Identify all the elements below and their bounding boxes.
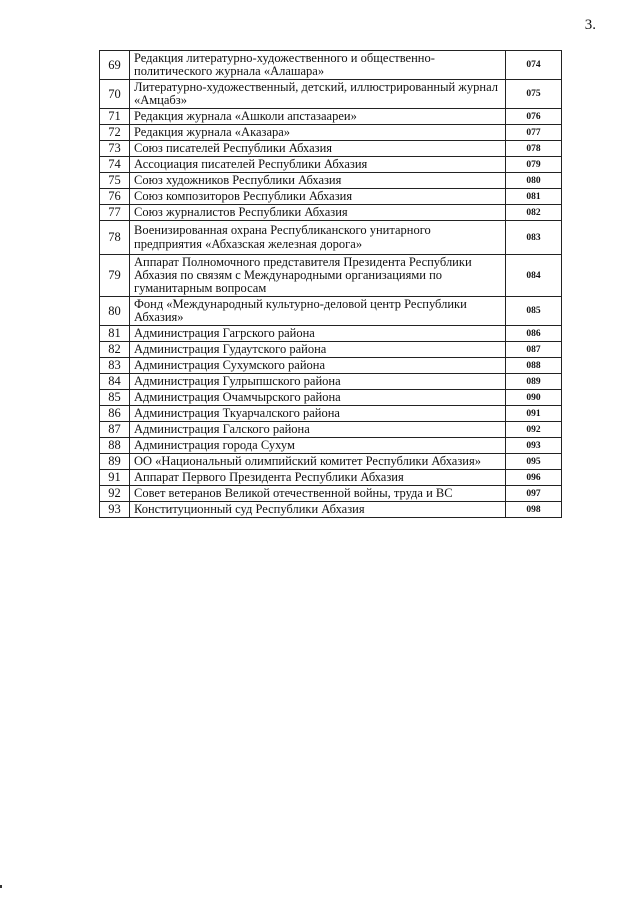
row-number: 91	[100, 470, 130, 486]
organization-name: Совет ветеранов Великой отечественной войны, труда и ВС	[130, 486, 506, 502]
table-row	[100, 374, 562, 390]
organization-name: Аппарат Первого Президента Республики Абхазия	[130, 470, 506, 486]
organization-code: 083	[506, 221, 562, 255]
table-row	[100, 422, 562, 438]
organization-code: 088	[506, 358, 562, 374]
organization-code: 089	[506, 374, 562, 390]
organization-code: 093	[506, 438, 562, 454]
table-row	[100, 51, 562, 80]
organization-code: 074	[506, 51, 562, 80]
row-number: 75	[100, 173, 130, 189]
organization-code: 078	[506, 141, 562, 157]
organization-name: Конституционный суд Республики Абхазия	[130, 502, 506, 518]
table-row	[100, 454, 562, 470]
table-row	[100, 297, 562, 326]
organization-name: Администрация Гагрского района	[130, 326, 506, 342]
row-number: 70	[100, 80, 130, 109]
table-row	[100, 358, 562, 374]
row-number: 79	[100, 255, 130, 297]
table-row	[100, 326, 562, 342]
table-row	[100, 502, 562, 518]
organization-name: Редакция литературно-художественного и общественно-политического журнала «Алашара»	[130, 51, 506, 80]
organization-code: 084	[506, 255, 562, 297]
table-row	[100, 342, 562, 358]
organization-code: 075	[506, 80, 562, 109]
table-row	[100, 80, 562, 109]
organization-name: Литературно-художественный, детский, иллюстрированный журнал «Амцабз»	[130, 80, 506, 109]
row-number: 74	[100, 157, 130, 173]
table-row	[100, 486, 562, 502]
organization-code: 098	[506, 502, 562, 518]
organization-name: Фонд «Международный культурно-деловой центр Республики Абхазия»	[130, 297, 506, 326]
organization-name: Союз писателей Республики Абхазия	[130, 141, 506, 157]
row-number: 72	[100, 125, 130, 141]
row-number: 84	[100, 374, 130, 390]
organization-code: 092	[506, 422, 562, 438]
organization-name: Аппарат Полномочного представителя Президента Республики Абхазия по связям с Международными организациями по гуманитарным вопросам	[130, 255, 506, 297]
table-row	[100, 141, 562, 157]
organization-code: 079	[506, 157, 562, 173]
organization-code: 096	[506, 470, 562, 486]
row-number: 73	[100, 141, 130, 157]
row-number: 83	[100, 358, 130, 374]
organization-code: 082	[506, 205, 562, 221]
table-row	[100, 157, 562, 173]
table-row	[100, 438, 562, 454]
table-row	[100, 470, 562, 486]
row-number: 77	[100, 205, 130, 221]
organization-name: Администрация Сухумского района	[130, 358, 506, 374]
organization-name: Администрация Очамчырского района	[130, 390, 506, 406]
table-row	[100, 205, 562, 221]
organization-name: Администрация города Сухум	[130, 438, 506, 454]
organization-code: 085	[506, 297, 562, 326]
organization-name: Редакция журнала «Аказара»	[130, 125, 506, 141]
row-number: 71	[100, 109, 130, 125]
organization-name: Администрация Ткуарчалского района	[130, 406, 506, 422]
organization-name: Администрация Гулрыпшского района	[130, 374, 506, 390]
organization-name: Администрация Гудаутского района	[130, 342, 506, 358]
row-number: 88	[100, 438, 130, 454]
organization-name: Союз композиторов Республики Абхазия	[130, 189, 506, 205]
table-row	[100, 390, 562, 406]
organization-name: ОО «Национальный олимпийский комитет Республики Абхазия»	[130, 454, 506, 470]
row-number: 81	[100, 326, 130, 342]
organization-name: Военизированная охрана Республиканского унитарного предприятия «Абхазская железная дорога»	[130, 221, 506, 255]
organization-name: Администрация Галского района	[130, 422, 506, 438]
table-row	[100, 406, 562, 422]
row-number: 92	[100, 486, 130, 502]
table-row	[100, 109, 562, 125]
page-number: 3.	[584, 17, 596, 33]
row-number: 82	[100, 342, 130, 358]
organization-name: Союз художников Республики Абхазия	[130, 173, 506, 189]
row-number: 93	[100, 502, 130, 518]
organization-code: 080	[506, 173, 562, 189]
table-row	[100, 189, 562, 205]
organization-code: 095	[506, 454, 562, 470]
organization-code: 087	[506, 342, 562, 358]
table-row	[100, 255, 562, 297]
organization-codes-table	[99, 50, 562, 518]
table-row	[100, 125, 562, 141]
organization-code: 097	[506, 486, 562, 502]
organization-code: 091	[506, 406, 562, 422]
scan-mark	[0, 885, 2, 888]
organization-code: 086	[506, 326, 562, 342]
row-number: 69	[100, 51, 130, 80]
row-number: 80	[100, 297, 130, 326]
organization-name: Ассоциация писателей Республики Абхазия	[130, 157, 506, 173]
organization-name: Союз журналистов Республики Абхазия	[130, 205, 506, 221]
row-number: 78	[100, 221, 130, 255]
organization-name: Редакция журнала «Ашколи апстазаареи»	[130, 109, 506, 125]
table-row	[100, 221, 562, 255]
row-number: 85	[100, 390, 130, 406]
table-row	[100, 173, 562, 189]
row-number: 86	[100, 406, 130, 422]
organization-code: 090	[506, 390, 562, 406]
row-number: 87	[100, 422, 130, 438]
row-number: 76	[100, 189, 130, 205]
organization-code: 081	[506, 189, 562, 205]
organization-code: 076	[506, 109, 562, 125]
organization-code: 077	[506, 125, 562, 141]
row-number: 89	[100, 454, 130, 470]
